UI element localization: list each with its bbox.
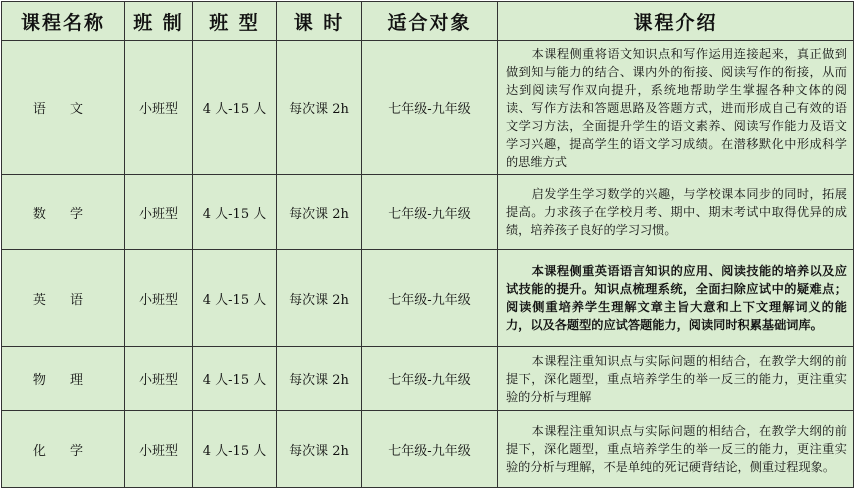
cell-course-name: 英 语 <box>2 250 125 347</box>
cell-course-intro: 本课程注重知识点与实际问题的相结合，在教学大纲的前提下，深化题型，重点培养学生的举一反三的能力，更注重实验的分析与理解，不是单纯的死记硬背结论，侧重过程现象。 <box>498 411 854 488</box>
cell-audience: 七年级-九年级 <box>362 175 498 250</box>
header-row <box>2 2 854 41</box>
header-class-system: 班 制 <box>125 2 193 41</box>
cell-class-system: 小班型 <box>125 411 193 488</box>
cell-course-name: 语 文 <box>2 41 125 175</box>
header-audience: 适合对象 <box>362 2 498 41</box>
cell-class-system: 小班型 <box>125 347 193 411</box>
cell-course-name: 化 学 <box>2 411 125 488</box>
cell-class-hours: 每次课 2h <box>277 250 362 347</box>
cell-class-type: 4 人-15 人 <box>193 250 277 347</box>
table-row <box>2 347 854 411</box>
cell-class-system: 小班型 <box>125 41 193 175</box>
cell-class-hours: 每次课 2h <box>277 347 362 411</box>
header-course-intro: 课程介绍 <box>498 2 854 41</box>
header-class-hours: 课 时 <box>277 2 362 41</box>
table-row <box>2 175 854 250</box>
cell-audience: 七年级-九年级 <box>362 411 498 488</box>
cell-course-intro: 本课程侧重英语语言知识的应用、阅读技能的培养以及应试技能的提升。知识点梳理系统，全面扫除应试中的疑难点；阅读侧重培养学生理解文章主旨大意和上下文理解词义的能力，以及各题型的应试答题能力，阅读同时积累基础词库。 <box>498 250 854 347</box>
cell-audience: 七年级-九年级 <box>362 41 498 175</box>
cell-class-type: 4 人-15 人 <box>193 41 277 175</box>
cell-course-intro: 本课程注重知识点与实际问题的相结合，在教学大纲的前提下，深化题型，重点培养学生的举一反三的能力，更注重实验的分析与理解 <box>498 347 854 411</box>
table-row <box>2 250 854 347</box>
cell-course-intro: 本课程侧重将语文知识点和写作运用连接起来，真正做到做到知与能力的结合、课内外的衔接、阅读写作的衔接，从而达到阅读写作双向提升，系统地帮助学生掌握各种文体的阅读、写作方法和答题思路及答题方式，进而形成自己有效的语文学习方法，全面提升学生的语文素养、阅读写作能力及语文学习兴趣，提高学生的语文学习成绩。在潜移默化中形成科学的思维方式 <box>498 41 854 175</box>
cell-class-hours: 每次课 2h <box>277 41 362 175</box>
cell-class-system: 小班型 <box>125 250 193 347</box>
cell-class-type: 4 人-15 人 <box>193 347 277 411</box>
header-course-name: 课程名称 <box>2 2 125 41</box>
table-row <box>2 41 854 175</box>
cell-class-type: 4 人-15 人 <box>193 175 277 250</box>
cell-audience: 七年级-九年级 <box>362 250 498 347</box>
cell-course-name: 数 学 <box>2 175 125 250</box>
cell-course-intro: 启发学生学习数学的兴趣，与学校课本同步的同时，拓展提高。力求孩子在学校月考、期中、期末考试中取得优异的成绩，培养孩子良好的学习习惯。 <box>498 175 854 250</box>
cell-class-hours: 每次课 2h <box>277 411 362 488</box>
cell-class-hours: 每次课 2h <box>277 175 362 250</box>
header-class-type: 班 型 <box>193 2 277 41</box>
cell-audience: 七年级-九年级 <box>362 347 498 411</box>
table-row <box>2 411 854 488</box>
course-table <box>1 1 854 488</box>
cell-class-system: 小班型 <box>125 175 193 250</box>
cell-course-name: 物 理 <box>2 347 125 411</box>
cell-class-type: 4 人-15 人 <box>193 411 277 488</box>
